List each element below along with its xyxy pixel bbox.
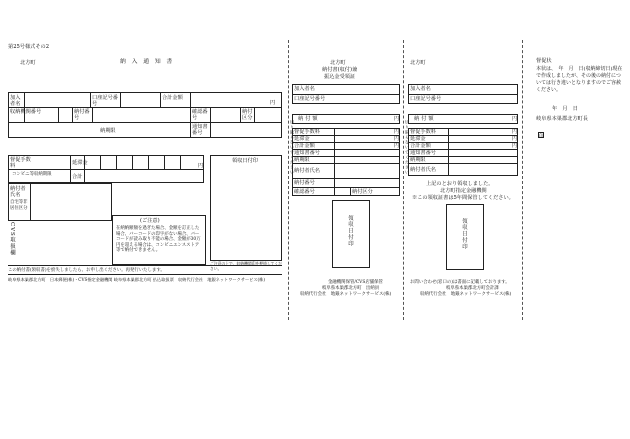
middle-total-yen: 円	[394, 143, 400, 149]
middle-total-label: 合計金額	[294, 143, 315, 149]
left-stamp-box	[210, 155, 282, 261]
middle-title2: 振込金受領証	[324, 74, 356, 80]
middle-fee-yen: 円	[394, 129, 400, 135]
left-note-title: (ご注意)	[140, 218, 160, 224]
middle-footer1: 金融機関保管/CVS店舗保管	[328, 280, 383, 285]
middle-arrears-yen: 円	[394, 136, 400, 142]
right-payer-name-label: 納付者氏名	[410, 167, 436, 173]
left-footer: 岐阜県本巣郡北方町 日本郵便(株)・CVS指定金融機関 岐阜県本巣郡北方町 払込取扱票 収納代行会社 地銀ネットワークサービス(株)	[8, 277, 265, 282]
far-right-date: 年 月 日	[552, 106, 578, 112]
left-confirm-no-label: 確認番号	[192, 109, 208, 121]
middle-title1: 納付書(収付)兼	[322, 67, 358, 73]
right-stamp-label: 領収日付印	[461, 218, 467, 250]
middle-payer-label: 加入者名	[294, 86, 315, 92]
right-arrears-yen: 円	[512, 136, 518, 142]
right-receipt1: 上記のとおり領収しました。	[426, 181, 494, 187]
middle-due-date-label: 納期限	[294, 157, 310, 163]
form-number: 第25号様式その2	[8, 44, 50, 50]
left-payer-name-label: 納付者氏名	[10, 186, 26, 198]
left-note-body: 在納納額額を過ぎた場合、金額を訂正した場合、バーコードの印字がない場合、バーコードが読み取り不能の場合、金額が30万円を超える場合は、コンビニエンスストア等で納付できません。	[116, 226, 201, 254]
left-bottom-note: この納付書(領収書)を紛失しましたら、お申し出ください。再発行いたします。	[8, 268, 165, 273]
right-notice-no-label: 通知書番号	[410, 150, 436, 156]
left-fee-yen: 円	[198, 163, 204, 169]
right-receipt2: 北方町指定金融機関	[440, 188, 487, 194]
left-notice-no-label: 通知書番号	[192, 124, 208, 136]
right-payer-label: 加入者名	[410, 86, 431, 92]
middle-payment-class-label: 納付区分	[352, 189, 373, 195]
middle-side-note: 切り取らないでください	[290, 120, 295, 175]
right-total-yen: 円	[512, 143, 518, 149]
right-fee-label: 督促手数料	[410, 129, 436, 135]
left-cvs-deadline-label: コンビニ等収納期限	[12, 172, 52, 177]
left-stamp-label: 領収日付印	[232, 158, 258, 164]
right-footer2: 岐阜県本巣郡北方町会計課	[446, 286, 499, 291]
right-footer3: 収納代行会社 地銀ネットワークサービス(株)	[420, 292, 512, 297]
middle-confirm-no-label: 確認番号	[294, 189, 315, 195]
left-payment-no-label: 納付番号	[74, 109, 90, 121]
left-cvs-label: CVS取扱欄	[9, 222, 15, 256]
left-fee-label: 督促手数料	[10, 157, 31, 169]
middle-stamp-label: 領収日付印	[347, 215, 353, 247]
left-address-note: 自宅等非居住区分	[10, 200, 28, 211]
left-revenue-no-label: 収納機関番号	[10, 109, 42, 115]
right-due-date-label: 納期限	[410, 157, 426, 163]
right-amount-label: 納付額	[414, 116, 436, 122]
middle-payer-name-label: 納付者氏名	[294, 168, 320, 174]
left-town: 北方町	[20, 60, 36, 66]
right-receipt3: ※この領収証書は5年間保管してください。	[412, 195, 514, 201]
right-side-note: 切り取らないでください	[405, 120, 410, 175]
perforation-line-2	[403, 40, 404, 320]
left-total-label: 合計金額	[162, 95, 183, 101]
left-small-note: ご注意の上で、収納機関印を押捺してください。	[210, 261, 283, 271]
right-town: 北方町	[410, 60, 426, 66]
right-fee-yen: 円	[512, 129, 518, 135]
left-account-label: 口座記号番号	[92, 95, 118, 107]
left-payer-label: 加入者名	[10, 95, 21, 107]
middle-fee-label: 督促手数料	[294, 129, 320, 135]
far-right-title: 督促状	[536, 58, 552, 64]
right-footer1: お問い合わせ(窓口の)は書面に記載しております。	[410, 280, 510, 285]
middle-arrears-label: 延滞金	[294, 136, 310, 142]
middle-footer3: 収納代行会社 地銀ネットワークサービス(株)	[300, 292, 392, 297]
right-arrears-label: 延滞金	[410, 136, 426, 142]
perforation-line-3	[522, 40, 523, 320]
left-total-yen: 円	[270, 100, 276, 106]
middle-amount-yen: 円	[394, 116, 400, 122]
left-subtotal-label: 合計	[72, 174, 83, 180]
perforation-line-1	[288, 40, 289, 320]
right-account-label: 口座記号番号	[410, 96, 442, 102]
far-right-body: 本状は、 年 月 日(収納締切日)現在で作成しましたが、その後の納付については行き違いとなりますのでご容赦ください。	[536, 66, 623, 93]
seal-icon: 印	[539, 133, 543, 138]
left-due-date-label: 納期限	[100, 128, 116, 134]
left-payment-class-label: 納付区分	[242, 109, 253, 121]
middle-notice-no-label: 通知書番号	[294, 150, 320, 156]
middle-footer2: 岐阜県本巣郡北方町 出納員	[322, 286, 380, 291]
far-right-issuer: 岐阜県本巣郡北方町長	[536, 116, 588, 122]
middle-payment-no-label: 納付番号	[294, 180, 315, 186]
right-amount-yen: 円	[512, 116, 518, 122]
middle-amount-label: 納付額	[298, 116, 320, 122]
middle-account-label: 口座記号番号	[294, 96, 326, 102]
right-total-label: 合計金額	[410, 143, 431, 149]
middle-town: 北方町	[330, 60, 346, 66]
left-title: 納 入 通 知 書	[120, 59, 175, 65]
left-arrears-label: 延滞金	[72, 160, 88, 166]
